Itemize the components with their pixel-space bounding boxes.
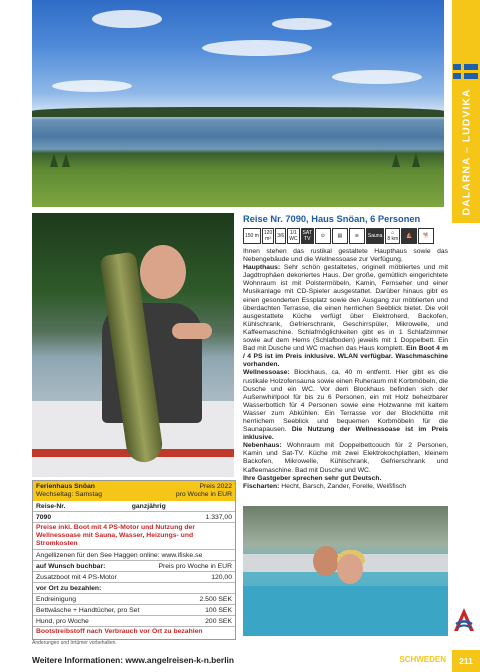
rooms-icon: 3/6 [275,228,286,244]
table-row: 7090 1.337,00 [33,512,235,523]
footer-info: Weitere Informationen: www.angelreisen-k-n.berlin [32,655,234,665]
table-row: Zusatzboot mit 4 PS-Motor 120,00 [33,572,235,583]
wifi-icon: ≋ [349,228,365,244]
table-column-header: Reise-Nr. ganzjährig [33,501,235,512]
boat-icon: ⛵ [401,228,417,244]
fuel-note: Bootstreibstoff nach Verbrauch vor Ort zu bezahlen [36,628,203,635]
lake-landscape-photo [32,0,444,207]
sat-tv-icon: SAT TV [302,230,312,242]
inclusive-note: Preise inkl. Boot mit 4 PS-Motor und Nutzung der Wellnessoase mit Sauna, Wasser, Heizungs- und Stromkosten [33,523,235,550]
footer-country: SCHWEDEN [399,655,446,664]
region-label: DALARNA – LUDVIKA [460,88,472,216]
dog-icon: 🐕 [418,228,434,244]
angler-with-pike-photo [32,213,234,477]
nebenhaus-paragraph: Nebenhaus: Wohnraum mit Doppelbettcouch für 2 Personen, Kamin und Sat-TV. Küche mit zwei Elektrokochplatten, kleinem Backofen, Mikrowelle, Kühlschrank, Gefrierschrank und Kaffeemaschine. Bad mit Dusche und WC. [243,442,448,474]
price-table-header [33,481,235,501]
sweden-flag-icon [453,64,478,79]
price-year: Preis 2022 [199,483,232,490]
onsite-header: vor Ort zu bezahlen: [33,583,235,594]
license-note: Angellizenen für den See Haggen online: www.ifiske.se [33,550,235,561]
hot-tub-photo [243,506,448,636]
dishwasher-icon: ▤ [332,228,348,244]
fish-species: Fischarten: Hecht, Barsch, Zander, Forelle, Weißfisch [243,482,407,490]
change-day: Wechseltag: Samstag [36,491,102,498]
price-table [32,480,236,640]
price-unit: pro Woche in EUR [175,491,232,498]
tab-top-block [452,0,480,58]
intro-paragraph: Ihnen stehen das rustikal gestaltete Haupthaus sowie das Nebengebäude und die Wellnessoase zur Verfügung. [243,248,448,264]
table-row: Endreinigung 2.500 SEK [33,594,235,605]
listing-title: Reise Nr. 7090, Haus Snöan, 6 Personen [243,214,421,224]
distance-icon: 150 m [243,228,261,244]
haupthaus-paragraph: Haupthaus: Sehr schön gestaltetes, originell möbliertes und mit Jagdtrophäen dekoriertes Haus. Der große, gemütlich eingerichtete Wohnraum ist mit Polstermöbeln, Kamin, Fernseher und einer Musikanlage mit CD-Spieler ausgestattet. Darüber hinaus gibt es einen gesonderten Essplatz sowie den Ausgang zur möblierten und überdachten Terrasse, die einen herrlichen Seeblick bietet. Die voll ausgestattete Küche verfügt über Elektroherd, Backofen, Kühlschrank, Gefrierschrank, Geschirrspüler, Mikrowelle, und Kaffeemaschine. Schlafmöglichkeiten gibt es in 1 Schlafzimmer sowie auf dem Hems (Schlafboden) jeweils mit 1 Doppelbett. Ein Bad mit Dusche und WC machen das Haus komplett. Ein Boot 4 m / 4 PS ist im Preis inklusive. WLAN verfügbar. Waschmaschine vorhanden. [243,264,448,369]
bathroom-icon: 1/1 WC [289,230,298,242]
table-row: Hund, pro Woche 200 SEK [33,616,235,627]
disclaimer: Änderungen und Irrtümer vorbehalten. [32,640,117,646]
wellness-paragraph: Wellnessoase: Blockhaus, ca. 40 m entfernt. Hier gibt es die rustikale Holzofensauna sowie einen Ruheraum mit Korbmöbeln, die Dusche und ein WC. Vor dem Blockhaus befinden sich der Außenwhirlpool für bis zu 6 Personen, ein mit Holz beheizbarer Wasserbottich für 4 Personen sowie eine Holzwanne mit kaltem Wasser zum Abkühlen. Ein Terrasse vor der Blockhütte mit herrlichem Seeblick und bequemen Korbmöbeln für die Saunapausen. Die Nutzung der Wellnessoase ist im Preis inklusive. [243,369,448,442]
page-number: 211 [452,650,480,672]
area-icon: 120 m² [263,230,273,242]
bookable-header: auf Wunsch buchbar: Preis pro Woche in EUR [33,561,235,572]
listing-description [243,248,448,491]
shop-icon: ⌂ 8 km [387,230,399,242]
house-name: Ferienhaus Snöan [36,483,95,490]
sauna-icon: Sauna [366,228,384,244]
host-note: Ihre Gastgeber sprechen sehr gut Deutsch. [243,474,382,482]
company-logo-icon [450,605,478,635]
washer-icon: ⊙ [315,228,331,244]
amenity-icons [243,228,448,246]
table-row: Bettwäsche + Handtücher, pro Set 100 SEK [33,605,235,616]
